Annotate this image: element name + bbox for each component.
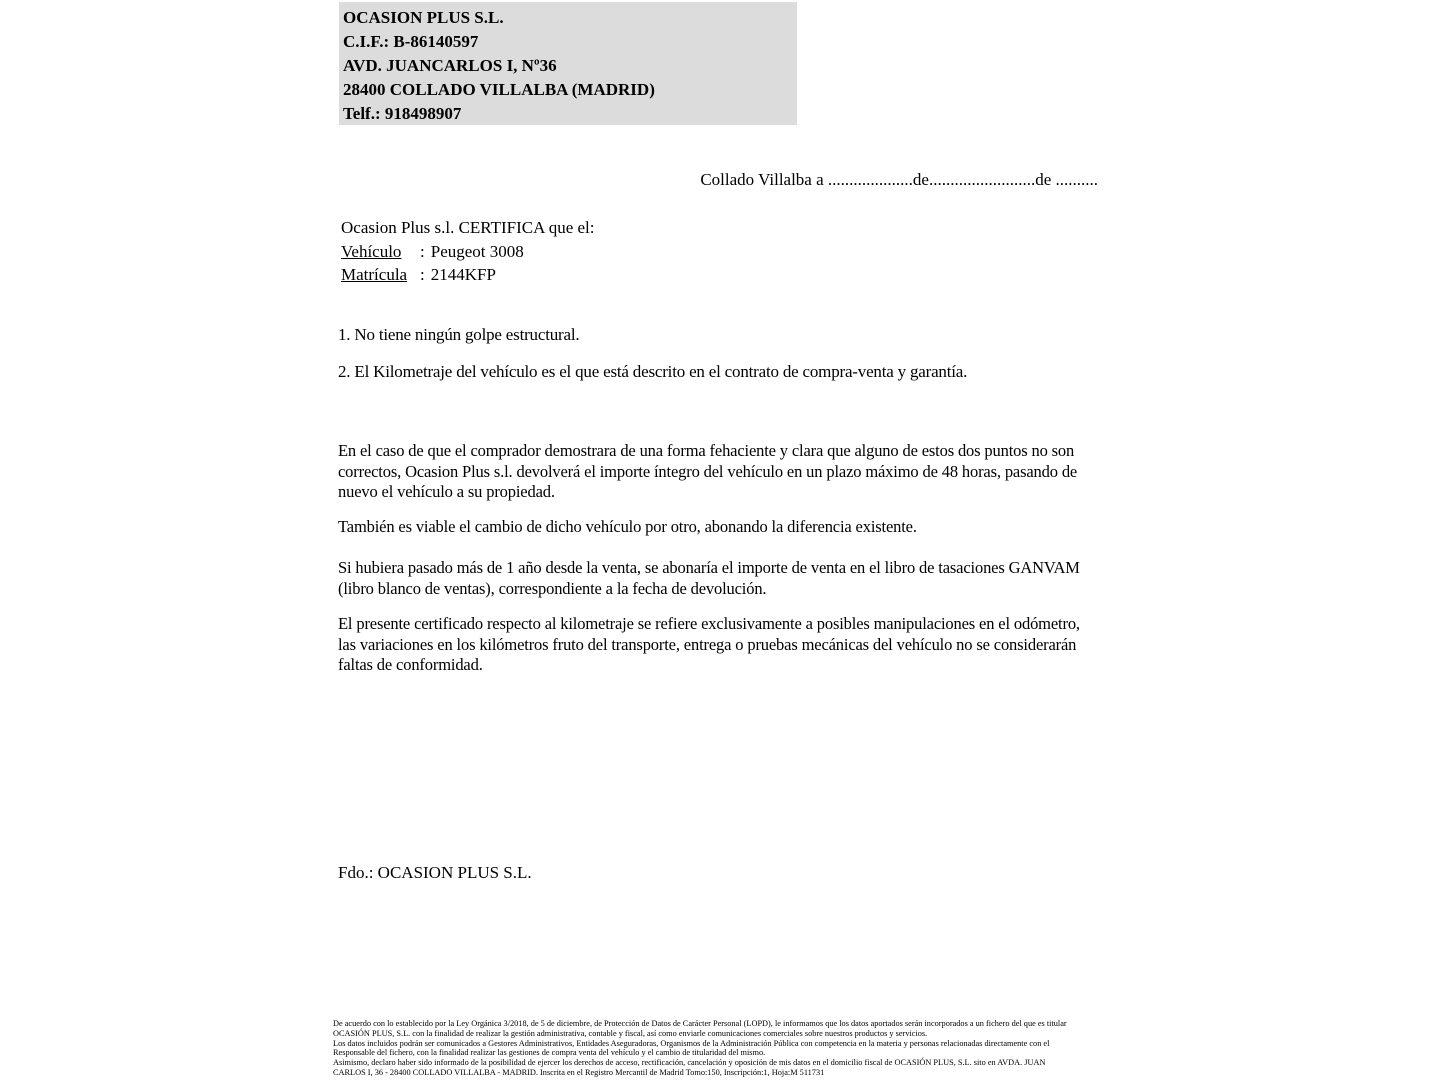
company-city: 28400 COLLADO VILLALBA (MADRID)	[343, 80, 655, 99]
certification-point-1: 1. No tiene ningún golpe estructural.	[338, 325, 580, 344]
plate-field-row	[341, 263, 595, 287]
certification-block	[341, 216, 595, 287]
legal-footer	[333, 1019, 1103, 1078]
vehicle-field-separator: :	[420, 241, 425, 261]
vehicle-field-row	[341, 240, 595, 264]
paragraph-exchange-option: También es viable el cambio de dicho vehículo por otro, abonando la diferencia existente.	[338, 517, 917, 536]
paragraph-refund-terms: En el caso de que el comprador demostrara de una forma fehaciente y clara que alguno de estos dos puntos no son correctos, Ocasion Plus s.l. devolverá el importe íntegro del vehículo en un plazo máximo de 48 horas, pasando de nuevo el vehículo a su propiedad.	[338, 441, 1078, 501]
certification-intro: Ocasion Plus s.l. CERTIFICA que el:	[341, 218, 595, 237]
paragraph-odometer-disclaimer: El presente certificado respecto al kilometraje se refiere exclusivamente a posibles manipulaciones en el odómetro, las variaciones en los kilómetros fruto del transporte, entrega o pruebas mecánicas del vehículo no se considerarán faltas de conformidad.	[338, 614, 1080, 674]
legal-line-5: Asimismo, declaro haber sido informado de la posibilidad de ejercer los derechos de acceso, rectificación, cancelación y oposición de mis datos en el domicilio fiscal de OCASIÓN PLUS, S.L. sito en AVDA. JUAN	[333, 1058, 1046, 1068]
legal-line-3: Los datos incluidos podrán ser comunicados a Gestores Administrativos, Entidades Aseguradoras, Organismos de la Administración Pública con competencia en la materia y personas relacionadas directamente con el	[333, 1038, 1050, 1048]
signature-line: Fdo.: OCASION PLUS S.L.	[338, 863, 532, 882]
legal-line-2: OCASIÓN PLUS, S.L. con la finalidad de realizar la gestión administrativa, contable y fiscal, así como enviarle comunicaciones comerciales sobre nuestros productos y servicios.	[333, 1028, 928, 1038]
plate-field-value: 2144KFP	[430, 265, 496, 284]
plate-field-separator: :	[420, 265, 425, 284]
paragraph-ganvam-valuation: Si hubiera pasado más de 1 año desde la venta, se abonaría el importe de venta en el libro de tasaciones GANVAM (libro blanco de ventas), correspondiente a la fecha de devolución.	[338, 558, 1080, 598]
company-header-box	[339, 2, 797, 125]
vehicle-field-value: Peugeot 3008	[430, 241, 524, 261]
company-cif: C.I.F.: B-86140597	[343, 32, 479, 51]
vehicle-field-label: Vehículo	[341, 241, 402, 261]
company-phone: Telf.: 918498907	[343, 104, 462, 123]
date-place-line: Collado Villalba a ....................de.........................de ..........	[700, 170, 1098, 189]
company-name: OCASION PLUS S.L.	[343, 8, 504, 27]
company-address: AVD. JUANCARLOS I, Nº36	[343, 56, 557, 75]
legal-line-1: De acuerdo con lo establecido por la Ley Orgánica 3/2018, de 5 de diciembre, de Protección de Datos de Carácter Personal (LOPD), le informamos que los datos aportados serán incorporados a un fichero del que es titular	[333, 1019, 1067, 1028]
legal-line-6: CARLOS I, 36 - 28400 COLLADO VILLALBA - MADRID. Inscrita en el Registro Mercantil de Madrid Tomo:150, Inscripción:1, Hoja:M 511731	[333, 1067, 825, 1077]
certification-point-2: 2. El Kilometraje del vehículo es el que está descrito en el contrato de compra-venta y garantía.	[338, 362, 968, 381]
plate-field-label: Matrícula	[341, 265, 408, 284]
legal-line-4: Responsable del fichero, con la finalidad realizar las gestiones de compra venta del vehículo y el cambio de titularidad del mismo.	[333, 1048, 766, 1058]
